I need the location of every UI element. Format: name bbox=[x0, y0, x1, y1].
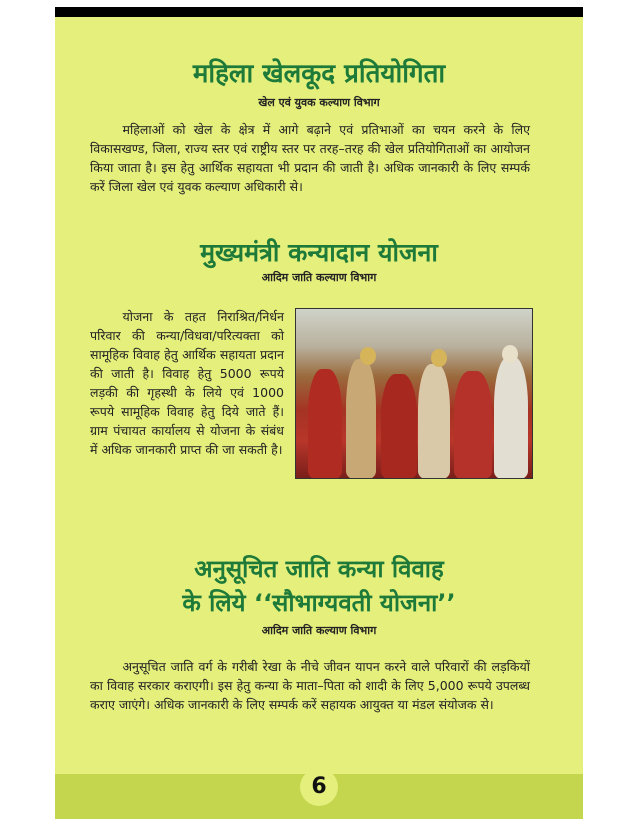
top-border bbox=[55, 7, 583, 17]
section1-body: महिलाओं को खेल के क्षेत्र में आगे बढ़ाने एवं प्रतिभाओं का चयन करने के लिए विकासखण्ड, जिला, राज्य स्तर एवं राष्ट्रीय स्तर पर तरह–तरह की खेल प्रतियोगिताओं का आयोजन किया जाता है। इस हेतु आर्थिक सहायता भी प्रदान की जाती है। अधिक जानकारी के लिए सम्पर्क करें जिला खेल एवं युवक कल्याण अधिकारी से। bbox=[90, 122, 530, 194]
section1-title: महिला खेलकूद प्रतियोगिता bbox=[192, 59, 446, 89]
section3-body: अनुसूचित जाति वर्ग के गरीबी रेखा के नीचे जीवन यापन करने वाले परिवारों की लड़कियों का विवाह सरकार कराएगी। इस हेतु कन्या के माता–पिता को शादी के लिए 5,000 रूपये उपलब्ध कराए जाएंगे। अधिक जानकारी के लिए सम्पर्क करें सहायक आयुक्त या मंडल संयोजक से। bbox=[90, 659, 530, 712]
section3-department: आदिम जाति कल्याण विभाग bbox=[261, 624, 377, 637]
section2-department: आदिम जाति कल्याण विभाग bbox=[261, 271, 377, 284]
section2-body: योजना के तहत निराश्रित/निर्धन परिवार की कन्या/विधवा/परित्यक्ता को सामूहिक विवाह हेतु आर्थिक सहायता प्रदान की जाती है। विवाह हेतु 5000 रूपये लड़की की गृहस्थी के लिये एवं 1000 रूपये सामूहिक विवाह हेतु दिये जाते हैं। ग्राम पंचायत कार्यालय से योजना के संबंध में अधिक जानकारी प्राप्त की जा सकती है। bbox=[90, 309, 284, 457]
section1-department: खेल एवं युवक कल्याण विभाग bbox=[258, 96, 380, 109]
section2-title: मुख्यमंत्री कन्यादान योजना bbox=[200, 238, 438, 267]
brochure-page bbox=[55, 7, 583, 819]
mass-wedding-photo bbox=[295, 308, 533, 479]
page-number: 6 bbox=[300, 768, 338, 806]
section3-title-line2: के लिये ‘‘सौभाग्यवती योजना’’ bbox=[182, 589, 456, 617]
section3-title-line1: अनुसूचित जाति कन्या विवाह bbox=[194, 555, 444, 583]
